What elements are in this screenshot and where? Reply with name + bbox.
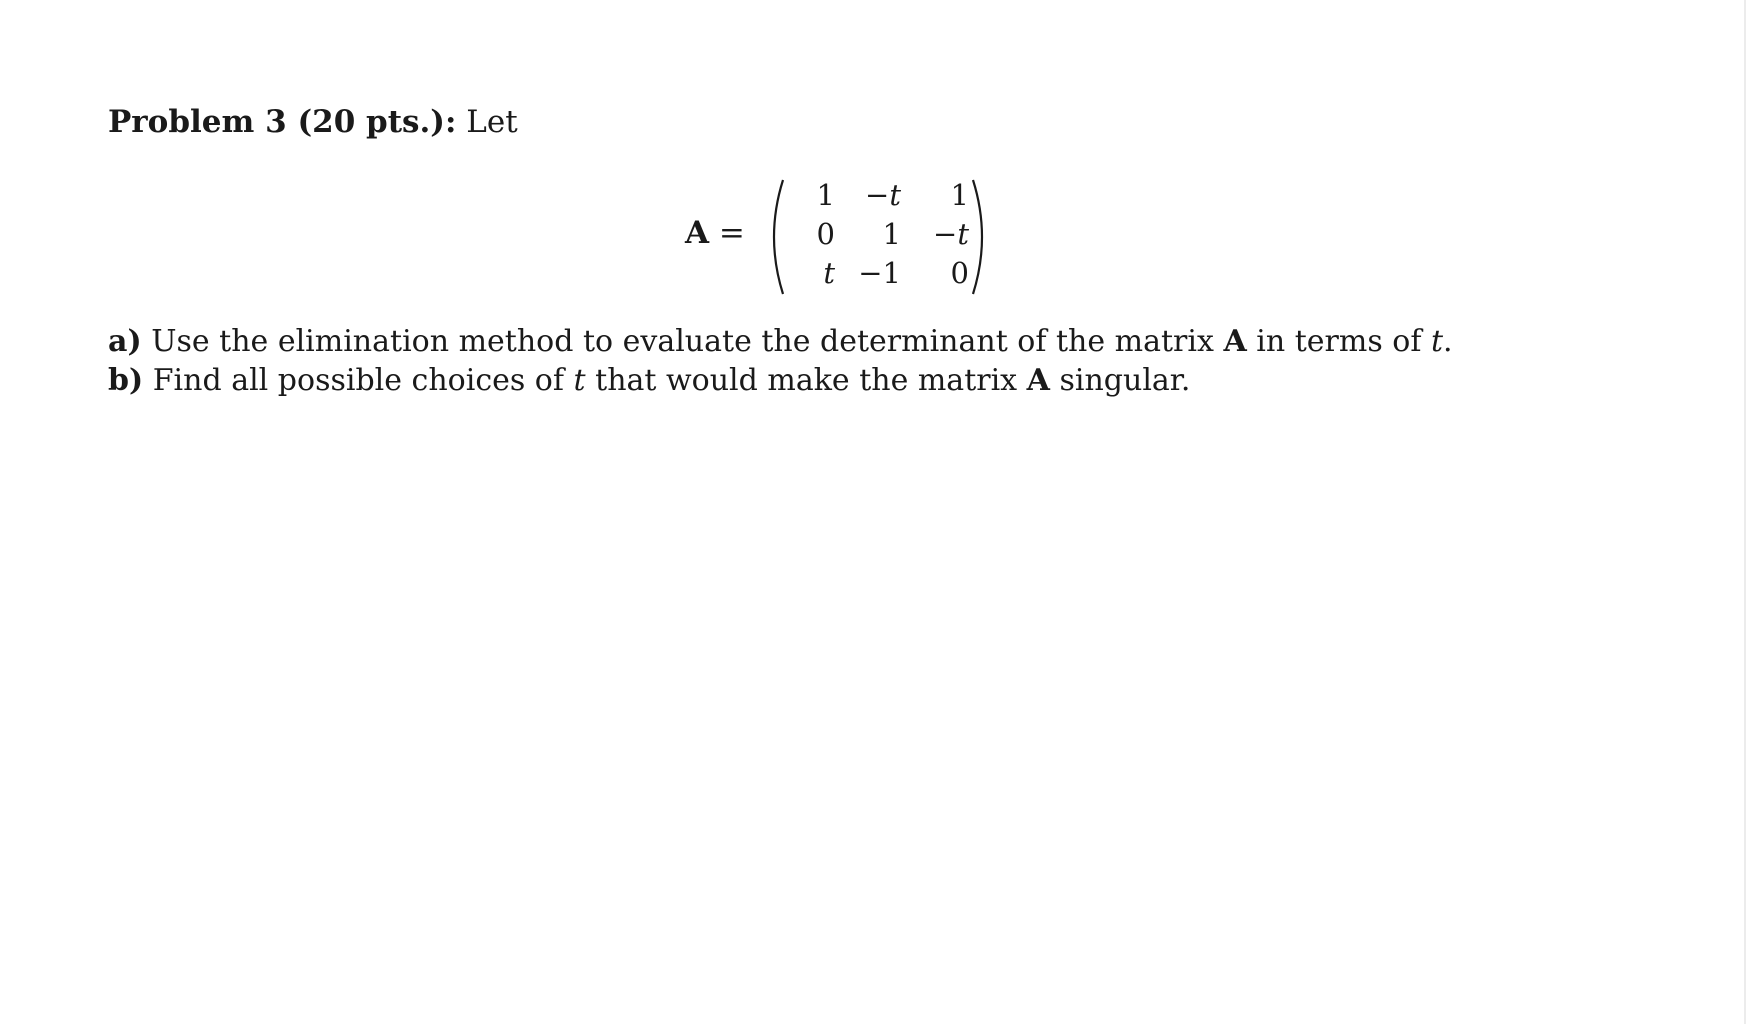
question-text: Find all possible choices of	[152, 363, 564, 398]
problem-heading	[108, 104, 518, 140]
matrix-cell: −1	[858, 256, 901, 290]
question-text: Use the elimination method to evaluate the determinant of the matrix	[151, 324, 1214, 359]
matrix-symbol: A	[1223, 324, 1247, 359]
matrix-cell: 1	[816, 178, 835, 212]
question-a	[108, 324, 1453, 359]
matrix-cell: t	[823, 256, 835, 290]
matrix-cell: 1	[882, 217, 901, 251]
problem-title: Problem 3 (20 pts.):	[108, 104, 457, 140]
problem-intro: Let	[466, 104, 518, 140]
equals-sign: =	[718, 215, 745, 251]
matrix-cell: 0	[950, 256, 969, 290]
matrix-symbol: A	[1026, 363, 1050, 398]
question-label: a)	[108, 324, 142, 359]
question-b	[108, 363, 1190, 398]
right-parenthesis	[969, 178, 993, 296]
question-text: .	[1443, 324, 1453, 359]
matrix-equation	[685, 178, 985, 296]
matrix-lhs	[685, 215, 745, 251]
matrix-cell: −t	[933, 217, 969, 251]
question-text: that would make the matrix	[595, 363, 1018, 398]
question-label: b)	[108, 363, 144, 398]
variable-t: t	[1430, 324, 1444, 359]
matrix-cell: 0	[816, 217, 835, 251]
variable-t: t	[573, 363, 586, 398]
page-edge	[1744, 0, 1746, 1024]
matrix-symbol: A	[685, 215, 710, 251]
question-text: singular.	[1059, 363, 1191, 398]
question-text: in terms of	[1256, 324, 1422, 359]
matrix-cell: 1	[950, 178, 969, 212]
matrix-grid	[785, 178, 969, 296]
matrix-cell: −t	[865, 178, 901, 212]
